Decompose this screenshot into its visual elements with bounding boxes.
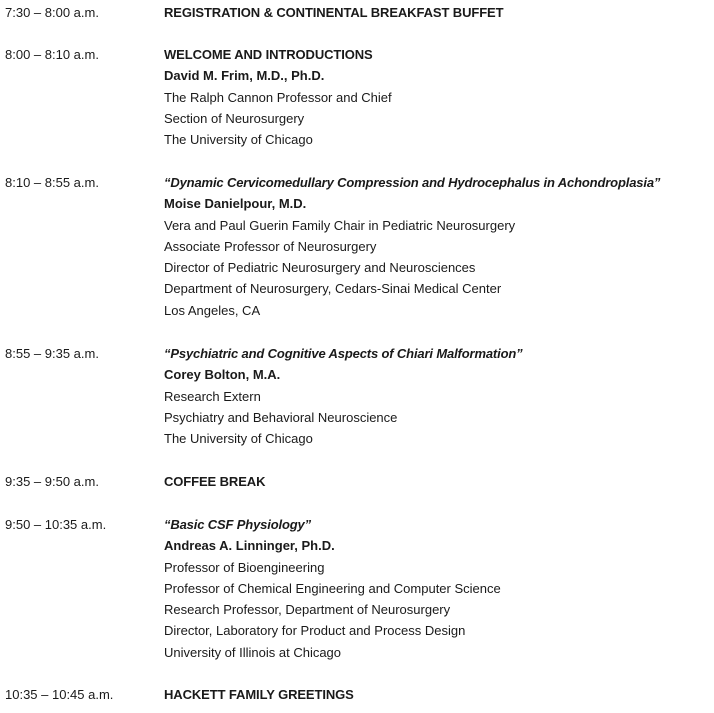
session-heading: WELCOME AND INTRODUCTIONS — [164, 47, 373, 62]
session-details — [164, 2, 712, 23]
speaker-affiliation: Associate Professor of Neurosurgery — [164, 238, 377, 254]
speaker-name: Corey Bolton, M.A. — [164, 367, 281, 383]
session-details — [164, 44, 712, 150]
session-time: 8:00 – 8:10 a.m. — [5, 47, 99, 62]
speaker-affiliation: Research Extern — [164, 388, 261, 404]
session-time: 8:10 – 8:55 a.m. — [5, 175, 99, 190]
session-details — [164, 684, 712, 705]
talk-title: “Psychiatric and Cognitive Aspects of Chiari Malformation” — [164, 346, 523, 361]
session-time: 7:30 – 8:00 a.m. — [5, 5, 99, 20]
speaker-name: Andreas A. Linninger, Ph.D. — [164, 538, 335, 554]
session-details — [164, 514, 712, 663]
speaker-affiliation: Los Angeles, CA — [164, 302, 261, 318]
speaker-affiliation: Professor of Bioengineering — [164, 559, 325, 575]
speaker-name: David M. Frim, M.D., Ph.D. — [164, 68, 325, 84]
speaker-name: Moise Danielpour, M.D. — [164, 196, 307, 212]
speaker-affiliation: Research Professor, Department of Neurosurgery — [164, 602, 451, 618]
session-details — [164, 343, 712, 449]
talk-title: “Dynamic Cervicomedullary Compression and Hydrocephalus in Achondroplasia” — [164, 175, 661, 190]
speaker-affiliation: University of Illinois at Chicago — [164, 644, 342, 660]
session-heading: HACKETT FAMILY GREETINGS — [164, 687, 354, 702]
speaker-affiliation: The Ralph Cannon Professor and Chief — [164, 89, 392, 105]
speaker-affiliation: The University of Chicago — [164, 132, 313, 148]
session-time: 9:35 – 9:50 a.m. — [5, 474, 99, 489]
session-details — [164, 471, 712, 492]
speaker-affiliation: The University of Chicago — [164, 431, 313, 447]
session-time: 9:50 – 10:35 a.m. — [5, 517, 107, 532]
session-details — [164, 172, 712, 321]
speaker-affiliation: Director of Pediatric Neurosurgery and Neurosciences — [164, 260, 476, 276]
speaker-affiliation: Department of Neurosurgery, Cedars-Sinai Medical Center — [164, 281, 502, 297]
speaker-affiliation: Director, Laboratory for Product and Process Design — [164, 623, 466, 639]
session-time: 8:55 – 9:35 a.m. — [5, 346, 99, 361]
speaker-affiliation: Vera and Paul Guerin Family Chair in Pediatric Neurosurgery — [164, 217, 516, 233]
speaker-affiliation: Section of Neurosurgery — [164, 110, 305, 126]
speaker-affiliation: Psychiatry and Behavioral Neuroscience — [164, 409, 398, 425]
speaker-affiliation: Professor of Chemical Engineering and Computer Science — [164, 580, 501, 596]
session-heading: COFFEE BREAK — [164, 474, 266, 489]
session-time: 10:35 – 10:45 a.m. — [5, 687, 114, 702]
session-heading: REGISTRATION & CONTINENTAL BREAKFAST BUFFET — [164, 5, 504, 20]
talk-title: “Basic CSF Physiology” — [164, 517, 311, 532]
